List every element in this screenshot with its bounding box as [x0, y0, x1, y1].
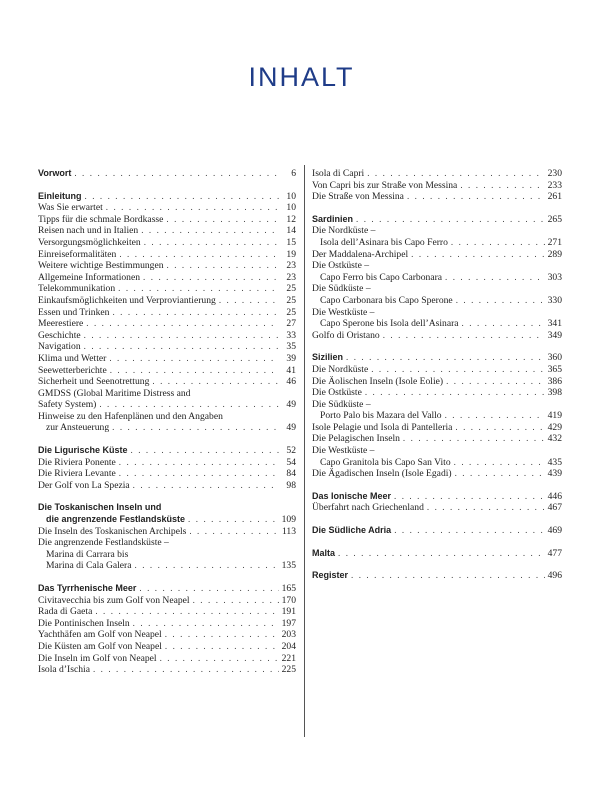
toc-line: GMDSS (Global Maritime Distress and	[38, 387, 191, 399]
toc-page-number: 386	[547, 375, 562, 387]
toc-entry-title: Die Ligurische Küste	[38, 445, 128, 456]
toc-entry[interactable]	[38, 664, 296, 676]
toc-entry[interactable]	[38, 641, 296, 653]
toc-section-entry[interactable]	[312, 491, 562, 503]
toc-entry[interactable]	[38, 606, 296, 618]
dot-leader	[455, 468, 545, 480]
toc-entry-title: Sardinien	[312, 213, 354, 224]
toc-page-number: 15	[286, 236, 296, 248]
dot-leader	[338, 548, 545, 560]
toc-page-number: 446	[547, 490, 562, 502]
toc-entry[interactable]	[38, 653, 296, 665]
toc-page-number: 14	[286, 225, 296, 237]
toc-entry[interactable]	[38, 202, 296, 214]
toc-entry-title: Die Riviera Ponente	[38, 456, 116, 468]
dot-leader	[367, 168, 544, 180]
dot-leader	[454, 457, 545, 469]
toc-entry-title: Sizilien	[312, 352, 344, 363]
toc-section-entry[interactable]	[312, 214, 562, 226]
toc-section-entry[interactable]	[312, 570, 562, 582]
toc-entry[interactable]	[38, 629, 296, 641]
toc-entry-title: Reisen nach und in Italien	[38, 225, 139, 237]
toc-page-number: 233	[547, 179, 562, 191]
toc-entry-title: Der Maddalena-Archipel	[312, 248, 409, 260]
toc-entry-title: Die Äolischen Inseln (Isole Eolie)	[312, 375, 444, 387]
toc-page-number: 439	[547, 468, 562, 480]
dot-leader	[85, 191, 280, 203]
toc-page-number: 197	[281, 617, 296, 629]
toc-entry[interactable]	[312, 191, 562, 203]
toc-entry-title: Die Pelagischen Inseln	[312, 433, 400, 445]
toc-page-number: 261	[547, 191, 562, 203]
toc-entry-title: Geschichte	[38, 329, 81, 341]
toc-line: Hinweise zu den Hafenplänen und den Angaben	[38, 410, 223, 422]
toc-page-number: 25	[286, 283, 296, 295]
toc-entry[interactable]	[38, 422, 296, 434]
dot-leader	[110, 365, 279, 377]
toc-page-number: 303	[547, 271, 562, 283]
toc-entry[interactable]	[312, 433, 562, 445]
toc-entry-title: Seewetterberichte	[38, 364, 107, 376]
dot-leader	[371, 364, 544, 376]
toc-entry[interactable]	[38, 225, 296, 237]
toc-entry-title: zur Ansteuerung	[46, 422, 110, 434]
toc-page-number: 289	[547, 248, 562, 260]
dot-leader	[93, 664, 279, 676]
toc-entry-title: Telekommunikation	[38, 283, 116, 295]
toc-page-number: 467	[547, 502, 562, 514]
dot-leader	[139, 583, 278, 595]
toc-page-number: 330	[547, 294, 562, 306]
toc-entry[interactable]	[312, 249, 562, 261]
toc-section-entry[interactable]	[38, 583, 296, 595]
toc-page-number: 10	[286, 202, 296, 214]
toc-entry[interactable]	[38, 249, 296, 261]
toc-entry[interactable]	[312, 168, 562, 180]
toc-section-entry[interactable]	[38, 191, 296, 203]
toc-entry-title: Allgemeine Informationen	[38, 271, 141, 283]
dot-leader	[403, 433, 545, 445]
toc-entry[interactable]	[38, 595, 296, 607]
toc-line: Die angrenzende Festlandsküste –	[38, 537, 169, 549]
dot-leader	[141, 225, 279, 237]
toc-entry-title: Die Ägadischen Inseln (Isole Egadi)	[312, 468, 452, 480]
toc-entry[interactable]	[312, 180, 562, 192]
toc-page-number: 191	[281, 606, 296, 618]
toc-page-number: 170	[281, 594, 296, 606]
toc-entry-title: Überfahrt nach Griechenland	[312, 502, 424, 514]
toc-entry-title: Register	[312, 570, 349, 581]
dot-leader	[135, 560, 279, 572]
toc-page-number: 49	[286, 399, 296, 411]
toc-entry-title: Die Inseln des Toskanischen Archipels	[38, 525, 187, 537]
toc-line: Die Südküste –	[312, 283, 371, 295]
toc-page-number: 203	[281, 629, 296, 641]
dot-leader	[165, 641, 279, 653]
toc-entry-title: Die Riviera Levante	[38, 468, 116, 480]
toc-entry[interactable]	[312, 330, 562, 342]
section-spacer	[38, 180, 296, 191]
toc-entry-title: Die Ostküste	[312, 387, 362, 399]
toc-entry[interactable]	[38, 283, 296, 295]
dot-leader	[394, 491, 545, 503]
dot-leader	[411, 249, 544, 261]
toc-page-number: 27	[286, 318, 296, 330]
toc-entry[interactable]	[38, 480, 296, 492]
dot-leader	[109, 353, 279, 365]
dot-leader	[133, 480, 279, 492]
dot-leader	[407, 191, 545, 203]
toc-entry[interactable]	[38, 376, 296, 388]
toc-page-number: 23	[286, 271, 296, 283]
toc-entry-title: Malta	[312, 547, 336, 558]
toc-entry-title: Isola dell’Asinara bis Capo Ferro	[320, 236, 448, 248]
toc-page-number: 35	[286, 341, 296, 353]
toc-page-number: 398	[547, 387, 562, 399]
dot-leader	[144, 237, 279, 249]
toc-entry[interactable]	[312, 457, 562, 469]
dot-leader	[166, 214, 279, 226]
toc-entry[interactable]	[38, 365, 296, 377]
toc-page-number: 10	[286, 190, 296, 202]
toc-entry[interactable]	[38, 272, 296, 284]
section-spacer	[312, 480, 562, 491]
section-spacer	[312, 537, 562, 548]
toc-entry-title: Das Ionische Meer	[312, 490, 392, 501]
toc-section-entry[interactable]	[312, 352, 562, 364]
toc-section-entry[interactable]	[38, 445, 296, 457]
dot-leader	[112, 422, 279, 434]
toc-page-number: 49	[286, 422, 296, 434]
dot-leader	[394, 525, 544, 537]
toc-entry-title: Meerestiere	[38, 318, 84, 330]
toc-entry-title: Civitavecchia bis zum Golf von Neapel	[38, 594, 190, 606]
toc-section-entry[interactable]	[38, 514, 296, 526]
toc-entry-title: Die Nordküste	[312, 363, 369, 375]
dot-leader	[133, 618, 279, 630]
toc-entry[interactable]	[38, 353, 296, 365]
toc-entry-title: Die Inseln im Golf von Neapel	[38, 652, 157, 664]
toc-line: Die Westküste –	[312, 306, 375, 318]
section-spacer	[312, 514, 562, 525]
toc-entry-title: Der Golf von La Spezia	[38, 479, 130, 491]
toc-page-number: 25	[286, 294, 296, 306]
toc-entry[interactable]	[38, 237, 296, 249]
toc-entry-title: Die Pontinischen Inseln	[38, 617, 130, 629]
dot-leader	[167, 260, 279, 272]
toc-page-number: 221	[281, 652, 296, 664]
dot-leader	[106, 202, 279, 214]
dot-leader	[99, 399, 279, 411]
toc-page-number: 54	[286, 456, 296, 468]
dot-leader	[95, 606, 278, 618]
toc-page-number: 365	[547, 363, 562, 375]
toc-page-number: 349	[547, 329, 562, 341]
toc-page-number: 135	[281, 560, 296, 572]
dot-leader	[219, 295, 279, 307]
toc-page-number: 204	[281, 640, 296, 652]
toc-entry[interactable]	[312, 376, 562, 388]
dot-leader	[119, 249, 279, 261]
section-spacer	[38, 491, 296, 502]
toc-entry-title: Capo Ferro bis Capo Carbonara	[320, 271, 443, 283]
toc-entry[interactable]	[38, 318, 296, 330]
toc-entry-title: Von Capri bis zur Straße von Messina	[312, 179, 458, 191]
toc-entry-title: Weitere wichtige Bestimmungen	[38, 260, 164, 272]
toc-line: Die Westküste –	[312, 445, 375, 457]
toc-entry-title: Navigation	[38, 341, 81, 353]
toc-page-number: 98	[286, 479, 296, 491]
toc-entry[interactable]	[38, 307, 296, 319]
toc-page-number: 225	[281, 664, 296, 676]
dot-leader	[356, 214, 545, 226]
toc-entry-title: Die Küsten am Golf von Neapel	[38, 640, 162, 652]
toc-entry-title: Klima und Wetter	[38, 352, 107, 364]
toc-entry[interactable]	[38, 618, 296, 630]
toc-page-number: 6	[291, 168, 296, 179]
toc-entry-title: Die Südliche Adria	[312, 525, 392, 536]
toc-entry[interactable]	[312, 387, 562, 399]
dot-leader	[160, 653, 279, 665]
dot-leader	[446, 376, 545, 388]
toc-entry[interactable]	[312, 272, 562, 284]
toc-page-number: 84	[286, 468, 296, 480]
toc-entry-title: Einleitung	[38, 190, 82, 201]
toc-page-number: 477	[547, 547, 562, 559]
toc-page-number: 23	[286, 260, 296, 272]
toc-page-number: 496	[547, 570, 562, 582]
dot-leader	[193, 595, 279, 607]
toc-column-left	[38, 168, 296, 676]
toc-section-entry[interactable]	[38, 168, 296, 180]
toc-page-number: 109	[281, 514, 296, 526]
toc-entry[interactable]	[312, 410, 562, 422]
toc-page-number: 341	[547, 318, 562, 330]
dot-leader	[84, 330, 279, 342]
dot-leader	[455, 422, 544, 434]
toc-entry-title: Capo Sperone bis Isola dell’Asinara	[320, 318, 459, 330]
toc-entry[interactable]	[38, 560, 296, 572]
dot-leader	[119, 468, 279, 480]
toc-entry-title: Golfo di Oristano	[312, 329, 380, 341]
dot-leader	[351, 570, 545, 582]
toc-section-heading: Die Toskanischen Inseln und	[38, 502, 162, 513]
toc-page-number: 429	[547, 421, 562, 433]
toc-entry[interactable]	[38, 457, 296, 469]
toc-page-number: 165	[281, 583, 296, 594]
dot-leader	[131, 445, 279, 457]
dot-leader	[112, 307, 279, 319]
column-divider	[304, 165, 305, 737]
toc-page-number: 33	[286, 329, 296, 341]
toc-entry[interactable]	[312, 422, 562, 434]
toc-line: Die Nordküste –	[312, 225, 376, 237]
toc-entry-title: Die Straße von Messina	[312, 191, 404, 203]
dot-leader	[86, 318, 279, 330]
toc-page-number: 41	[286, 364, 296, 376]
toc-page-number: 435	[547, 456, 562, 468]
toc-entry[interactable]	[38, 295, 296, 307]
section-spacer	[312, 341, 562, 352]
dot-leader	[188, 514, 279, 526]
toc-page-number: 360	[547, 352, 562, 364]
toc-entry[interactable]	[38, 260, 296, 272]
dot-leader	[445, 272, 545, 284]
toc-entry-title: Capo Granitola bis Capo San Vito	[320, 456, 451, 468]
toc-entry-title: Essen und Trinken	[38, 306, 110, 318]
toc-entry[interactable]	[38, 399, 296, 411]
dot-leader	[152, 376, 279, 388]
toc-entry[interactable]	[38, 341, 296, 353]
toc-entry-title: Vorwort	[38, 168, 72, 178]
toc-entry[interactable]	[312, 237, 562, 249]
toc-entry-title: Yachthäfen am Golf von Neapel	[38, 629, 162, 641]
toc-entry[interactable]	[312, 295, 562, 307]
dot-leader	[460, 180, 544, 192]
dot-leader	[346, 352, 545, 364]
toc-page-number: 432	[547, 433, 562, 445]
toc-section-entry[interactable]	[312, 525, 562, 537]
toc-entry-title: Was Sie erwartet	[38, 202, 103, 214]
toc-entry-title: Isola d’Ischia	[38, 664, 90, 676]
dot-leader	[427, 502, 545, 514]
toc-entry[interactable]	[312, 364, 562, 376]
toc-page-number: 25	[286, 306, 296, 318]
toc-entry[interactable]	[38, 468, 296, 480]
toc-entry-title: Rada di Gaeta	[38, 606, 93, 618]
toc-entry-title: Einreiseformalitäten	[38, 248, 117, 260]
toc-entry[interactable]	[38, 214, 296, 226]
page-title: INHALT	[248, 62, 355, 92]
dot-leader	[451, 237, 545, 249]
toc-page-number: 12	[286, 213, 296, 225]
toc-entry[interactable]	[312, 318, 562, 330]
toc-entry-title: Das Tyrrhenische Meer	[38, 583, 137, 593]
dot-leader	[456, 295, 545, 307]
dot-leader	[365, 387, 545, 399]
toc-page-number: 113	[281, 525, 296, 537]
dot-leader	[165, 629, 279, 641]
dot-leader	[383, 330, 545, 342]
toc-entry[interactable]	[38, 526, 296, 538]
toc-page-number: 230	[547, 168, 562, 179]
section-spacer	[312, 559, 562, 570]
section-spacer	[312, 203, 562, 214]
section-spacer	[38, 434, 296, 445]
toc-page-number: 469	[547, 525, 562, 537]
toc-page-number: 39	[286, 352, 296, 364]
toc-entry[interactable]	[312, 502, 562, 514]
dot-leader	[84, 341, 279, 353]
toc-entry-title: Isole Pelagie und Isola di Pantelleria	[312, 421, 453, 433]
toc-entry-title: Marina di Cala Galera	[46, 560, 132, 572]
toc-line: Die Südküste –	[312, 398, 371, 410]
dot-leader	[74, 168, 279, 180]
toc-entry[interactable]	[38, 330, 296, 342]
dot-leader	[445, 410, 545, 422]
toc-page-number: 19	[286, 248, 296, 260]
toc-line: Marina di Carrara bis	[46, 548, 129, 560]
dot-leader	[119, 457, 279, 469]
toc-entry-title: Capo Carbonara bis Capo Sperone	[320, 294, 453, 306]
toc-entry-title: die angrenzende Festlandsküste	[46, 514, 186, 525]
toc-line: Die Ostküste –	[312, 260, 370, 272]
toc-page-number: 419	[547, 410, 562, 422]
toc-page-number: 265	[547, 213, 562, 225]
toc-entry-title: Safety System)	[38, 399, 97, 411]
toc-entry-title: Einkaufsmöglichkeiten und Verproviantierung	[38, 294, 216, 306]
dot-leader	[143, 272, 279, 284]
toc-entry-title: Tipps für die schmale Bordkasse	[38, 213, 164, 225]
dot-leader	[462, 318, 545, 330]
dot-leader	[118, 283, 279, 295]
toc-entry-title: Versorgungsmöglichkeiten	[38, 236, 141, 248]
toc-column-right	[312, 168, 562, 582]
toc-entry-title: Isola di Capri	[312, 168, 365, 179]
dot-leader	[189, 526, 279, 538]
toc-section-entry[interactable]	[312, 548, 562, 560]
toc-entry-title: Sicherheit und Seenotrettung	[38, 376, 150, 388]
toc-page-number: 52	[286, 445, 296, 457]
section-spacer	[38, 572, 296, 583]
toc-entry[interactable]	[312, 468, 562, 480]
toc-page-number: 46	[286, 376, 296, 388]
toc-page-number: 271	[547, 236, 562, 248]
toc-entry-title: Porto Palo bis Mazara del Vallo	[320, 410, 442, 422]
